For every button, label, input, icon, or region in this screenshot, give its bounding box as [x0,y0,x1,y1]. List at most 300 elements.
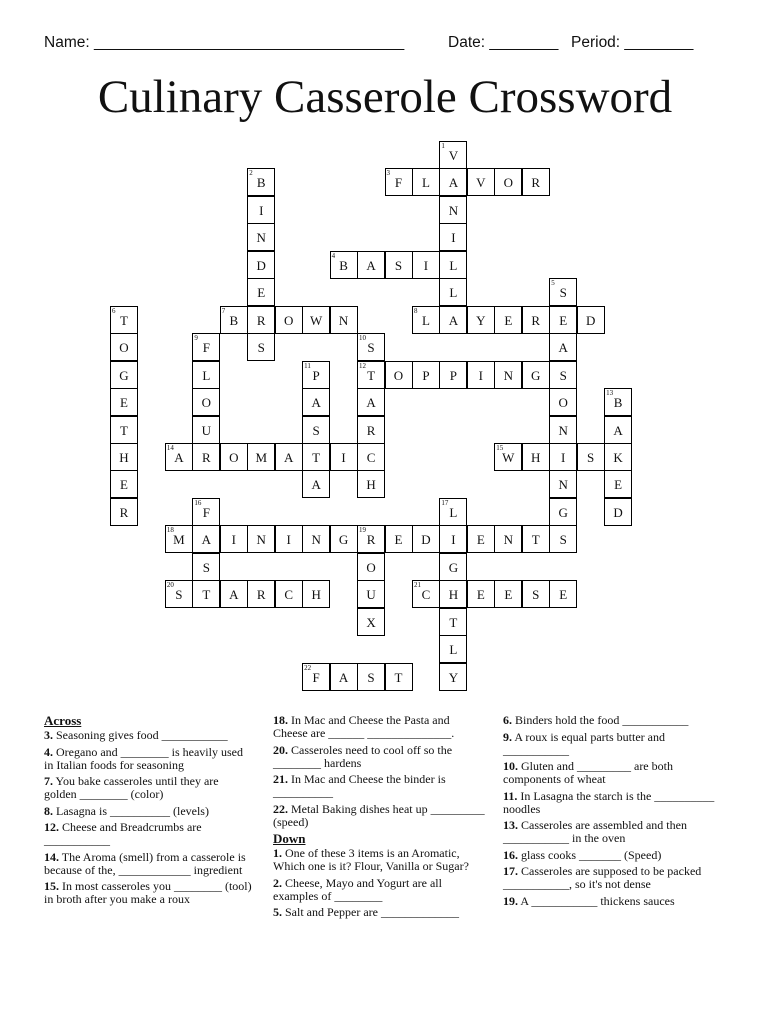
cell-letter: T [120,312,128,328]
crossword-cell[interactable] [604,470,632,498]
crossword-cell[interactable] [494,580,522,608]
crossword-cell[interactable] [549,278,577,306]
crossword-cell[interactable] [494,361,522,389]
crossword-cell[interactable] [385,361,413,389]
crossword-cell[interactable] [247,278,275,306]
cell-letter: E [476,532,485,548]
crossword-cell[interactable] [494,306,522,334]
clue-item [503,790,718,816]
date-field-label[interactable]: Date: ________ [448,34,559,51]
cell-letter: K [613,449,623,465]
crossword-cell[interactable] [192,416,220,444]
clue-text: glass cooks _______ (Speed) [518,847,662,862]
cell-letter: E [120,395,128,411]
crossword-cell[interactable] [192,525,220,553]
cell-letter: S [394,257,403,273]
clue-text: Casseroles are assembled and then ___________ in the oven [503,818,687,845]
section-heading: Down [273,831,306,846]
clue-number: 20 [166,581,174,590]
clue-number: 10 [359,334,367,343]
crossword-cell[interactable] [330,525,358,553]
clue-number: 15 [496,443,504,452]
clue-number: 7. [44,774,53,788]
crossword-cell[interactable] [192,333,220,361]
clue-number: 10. [503,759,518,773]
crossword-cell[interactable] [604,416,632,444]
cell-letter: S [257,340,265,356]
cell-letter: A [366,395,376,411]
cell-letter: D [613,504,623,520]
crossword-cell[interactable] [522,525,550,553]
crossword-cell[interactable] [439,635,467,663]
cell-letter: E [559,587,568,603]
cell-letter: F [312,669,320,685]
cell-letter: R [256,587,266,603]
cell-letter: E [257,285,266,301]
cell-letter: O [119,340,129,356]
cell-letter: A [283,449,294,465]
clue-number: 13. [503,818,518,832]
clue-number: 18 [166,526,174,535]
cell-letter: A [229,587,239,603]
cell-letter: T [312,449,321,465]
crossword-cell[interactable] [604,443,632,471]
crossword-cell[interactable] [302,443,330,471]
crossword-cell[interactable] [549,388,577,416]
clue-number: 12 [359,361,367,370]
clue-item [503,849,718,862]
crossword-cell[interactable] [220,580,248,608]
clue-number: 1 [441,142,445,150]
crossword-cell[interactable] [439,553,467,581]
cell-letter: V [448,148,459,163]
crossword-cell[interactable] [165,580,193,608]
cell-letter: R [366,532,376,548]
cell-letter: O [283,312,294,328]
crossword-cell[interactable] [385,525,413,553]
clue-number: 21. [273,772,288,786]
crossword-cell[interactable] [439,196,467,224]
crossword-cell[interactable] [302,306,330,334]
crossword-cell[interactable] [467,525,495,553]
clue-number: 3. [44,728,53,742]
cell-letter: H [119,449,129,465]
crossword-cell[interactable] [330,663,358,691]
cell-letter: L [421,312,430,328]
crossword-cell[interactable] [522,168,550,196]
clue-text: Cheese, Mayo and Yogurt are all examples of ________ [273,875,442,903]
clue-number: 20. [273,742,288,757]
cell-letter: M [255,449,268,465]
clue-item [503,865,718,891]
clue-text: The Aroma (smell) from a casserole is because of the, ____________ ingredient [44,849,246,877]
crossword-cell[interactable] [439,278,467,306]
crossword-cell[interactable] [247,251,275,279]
crossword-cell[interactable] [247,223,275,251]
cell-letter: S [559,285,567,301]
crossword-cell[interactable] [549,580,577,608]
clue-number: 2. [273,875,282,890]
clue-number: 19 [359,526,367,535]
cell-letter: H [448,587,459,603]
crossword-cell[interactable] [494,168,522,196]
crossword-cell[interactable] [330,306,358,334]
cell-letter: C [284,587,294,603]
clue-number: 22. [273,801,288,816]
crossword-cell[interactable] [110,498,138,526]
crossword-cell[interactable] [549,470,577,498]
crossword-cell[interactable] [247,525,275,553]
cell-letter: D [421,532,431,548]
cell-letter: E [120,477,128,493]
cell-letter: A [201,532,212,548]
crossword-cell[interactable] [330,251,358,279]
crossword-cell[interactable] [522,361,550,389]
cell-letter: G [448,559,459,575]
crossword-cell[interactable] [192,388,220,416]
crossword-cell[interactable] [439,168,467,196]
crossword-cell[interactable] [247,443,275,471]
clue-item [503,760,718,786]
clue-text: In Mac and Cheese the Pasta and Cheese are ______ ______________. [273,713,455,740]
cell-letter: E [559,312,568,328]
cell-letter: C [421,587,431,603]
cell-letter: T [202,587,211,603]
clue-item [503,895,718,908]
clue-text: Casseroles need to cool off so the ________ hardens [273,742,453,770]
crossword-cell[interactable] [549,333,577,361]
crossword-cell[interactable] [439,361,467,389]
crossword-cell[interactable] [549,416,577,444]
crossword-cell[interactable] [439,141,467,169]
crossword-cell[interactable] [549,525,577,553]
cell-letter: W [502,449,515,465]
clue-text: One of these 3 items is an Aromatic, Which one is it? Flour, Vanilla or Sugar? [273,846,469,873]
cell-letter: N [558,477,568,493]
crossword-cell[interactable] [302,416,330,444]
crossword-cell[interactable] [220,525,248,553]
cell-letter: F [202,340,210,356]
crossword-cell[interactable] [192,553,220,581]
crossword-cell[interactable] [275,525,303,553]
crossword-cell[interactable] [357,333,385,361]
cell-letter: P [422,367,430,383]
cell-letter: L [449,642,458,658]
crossword-cell[interactable] [302,663,330,691]
clue-item [273,773,485,799]
crossword-cell[interactable] [247,306,275,334]
cell-letter: O [201,395,212,411]
crossword-cell[interactable] [412,251,440,279]
cell-letter: I [451,230,456,246]
cell-letter: B [229,312,239,328]
crossword-cell[interactable] [357,470,385,498]
clue-number: 9. [503,729,512,744]
cell-letter: A [311,477,321,493]
crossword-cell[interactable] [577,306,605,334]
cell-letter: A [174,449,184,465]
crossword-cell[interactable] [439,306,467,334]
crossword-cell[interactable] [385,663,413,691]
period-field-label[interactable]: Period: ________ [571,34,694,51]
clue-number: 14 [166,443,174,452]
crossword-cell[interactable] [192,498,220,526]
crossword-cell[interactable] [302,580,330,608]
clue-item [273,906,485,919]
clue-number: 15. [44,879,59,893]
cell-letter: I [478,367,484,383]
cell-letter: O [229,449,239,465]
crossword-cell[interactable] [302,525,330,553]
crossword-cell[interactable] [467,168,495,196]
crossword-cell[interactable] [549,306,577,334]
crossword-cell[interactable] [604,388,632,416]
cell-letter: H [531,449,541,465]
cell-letter: T [367,367,376,383]
crossword-cell[interactable] [275,443,303,471]
crossword-cell[interactable] [385,251,413,279]
crossword-cell[interactable] [522,306,550,334]
crossword-cell[interactable] [357,388,385,416]
cell-letter: I [286,532,291,548]
crossword-cell[interactable] [577,443,605,471]
crossword-cell[interactable] [192,361,220,389]
crossword-cell[interactable] [549,361,577,389]
crossword-cell[interactable] [357,251,385,279]
cell-letter: G [558,504,568,520]
cell-letter: N [558,422,568,438]
clue-column-3 [503,714,718,911]
cell-letter: H [311,587,321,603]
clue-number: 8 [413,306,418,315]
cell-letter: O [366,559,376,575]
clue-number: 5. [273,905,282,919]
crossword-cell[interactable] [604,498,632,526]
cell-letter: R [366,422,376,438]
crossword-cell[interactable] [330,443,358,471]
cell-letter: F [202,504,210,520]
cell-letter: S [175,587,183,603]
crossword-cell[interactable] [412,168,440,196]
crossword-cell[interactable] [467,306,495,334]
cell-letter: V [476,175,486,191]
crossword-cell[interactable] [275,580,303,608]
crossword-cell[interactable] [357,525,385,553]
clue-text: Gluten and _________ are both components of wheat [503,759,673,786]
crossword-cell[interactable] [439,498,467,526]
clue-number: 14. [44,849,59,864]
crossword-cell[interactable] [357,443,385,471]
crossword-cell[interactable] [220,443,248,471]
clue-number: 4 [331,251,336,260]
cell-letter: L [449,285,458,301]
crossword-cell[interactable] [357,361,385,389]
cell-letter: E [504,587,513,603]
crossword-cell[interactable] [439,580,467,608]
clue-item [273,803,485,829]
clue-item [503,731,718,757]
crossword-cell[interactable] [522,580,550,608]
crossword-cell[interactable] [522,443,550,471]
crossword-cell[interactable] [412,580,440,608]
cell-letter: R [256,312,266,328]
clue-text: In Mac and Cheese the binder is __________ [273,772,446,799]
clue-column-2 [273,714,485,923]
cell-letter: A [558,340,568,356]
clue-number: 5 [551,279,555,288]
crossword-cell[interactable] [494,525,522,553]
crossword-cell[interactable] [412,361,440,389]
crossword-cell[interactable] [439,251,467,279]
cell-letter: S [559,532,567,548]
cell-letter: I [423,257,429,273]
clue-number: 18. [273,713,288,727]
clue-number: 11 [304,361,311,370]
clue-number: 22 [304,663,312,672]
crossword-cell[interactable] [302,361,330,389]
crossword-cell[interactable] [494,443,522,471]
crossword-cell[interactable] [357,580,385,608]
crossword-cell[interactable] [302,388,330,416]
cell-letter: T [531,532,540,548]
cell-letter: L [449,504,458,520]
cell-letter: I [231,532,236,548]
cell-letter: E [504,312,513,328]
clue-number: 1. [273,846,282,860]
cell-letter: A [448,175,459,191]
crossword-cell[interactable] [110,443,138,471]
crossword-cell[interactable] [357,663,385,691]
cell-letter: R [119,504,129,520]
clue-text: In Lasagna the starch is the __________ noodles [503,788,715,816]
crossword-cell[interactable] [247,333,275,361]
crossword-cell[interactable] [110,333,138,361]
cell-letter: M [173,532,185,548]
crossword-cell[interactable] [302,470,330,498]
name-field-label[interactable]: Name: ____________________________________ [44,34,405,51]
crossword-cell[interactable] [165,525,193,553]
crossword-cell[interactable] [110,416,138,444]
cell-letter: S [202,559,210,575]
crossword-cell[interactable] [220,306,248,334]
cell-letter: I [259,202,264,218]
cell-letter: P [449,367,457,383]
clue-number: 16. [503,847,518,862]
cell-letter: I [451,532,456,548]
cell-letter: Y [476,312,486,328]
clue-item [503,819,718,845]
crossword-cell[interactable] [439,663,467,691]
clue-text: Oregano and ________ is heavily used in Italian foods for seasoning [44,744,243,772]
cell-letter: O [558,395,568,411]
clue-text: Cheese and Breadcrumbs are ___________ [44,820,202,847]
crossword-cell[interactable] [110,388,138,416]
clue-number: 3 [386,169,390,178]
clue-number: 7 [221,306,226,315]
clue-number: 17 [441,498,449,507]
clue-item [44,851,254,877]
cell-letter: D [256,257,266,273]
crossword-cell[interactable] [357,553,385,581]
crossword-cell[interactable] [165,443,193,471]
cell-letter: B [256,175,266,191]
crossword-cell[interactable] [192,580,220,608]
crossword-cell[interactable] [192,443,220,471]
clue-item [44,775,254,801]
crossword-cell[interactable] [110,306,138,334]
clue-number: 19. [503,893,518,908]
clue-item [503,714,718,727]
cell-letter: R [531,175,541,191]
cell-letter: I [561,449,566,465]
clue-item [273,714,485,740]
cell-letter: A [366,257,376,273]
crossword-cell[interactable] [385,168,413,196]
cell-letter: T [120,422,128,438]
clue-number: 9 [194,334,198,343]
crossword-cell[interactable] [439,525,467,553]
cell-letter: C [366,449,376,465]
cell-letter: E [394,532,403,548]
crossword-cell[interactable] [549,498,577,526]
cell-letter: Y [448,669,459,685]
clue-item [273,847,485,873]
crossword-cell[interactable] [247,196,275,224]
clue-number: 16 [194,498,202,507]
clue-text: Salt and Pepper are _____________ [282,905,459,919]
clue-item [273,877,485,903]
clue-text: A roux is equal parts butter and ___________ [503,729,665,757]
crossword-cell[interactable] [467,580,495,608]
clue-number: 13 [606,389,614,398]
crossword-cell[interactable] [439,608,467,636]
crossword-cell[interactable] [110,361,138,389]
cell-letter: A [448,312,459,328]
cell-letter: N [256,230,266,246]
crossword-cell[interactable] [412,525,440,553]
crossword-cell[interactable] [110,470,138,498]
crossword-cell[interactable] [412,306,440,334]
crossword-cell[interactable] [467,361,495,389]
cell-letter: W [310,312,323,328]
page-title: Culinary Casserole Crossword [97,71,673,123]
clue-number: 21 [413,581,421,590]
crossword-cell[interactable] [247,580,275,608]
crossword-cell[interactable] [275,306,303,334]
cell-letter: N [311,532,321,548]
cell-letter: L [202,367,211,383]
cell-letter: E [476,587,485,603]
clue-number: 17. [503,864,518,878]
cell-letter: E [614,477,623,493]
cell-letter: N [338,312,349,328]
clue-number: 4. [44,744,53,759]
crossword-cell[interactable] [439,223,467,251]
header [44,34,694,52]
crossword-cell[interactable] [357,608,385,636]
clue-text: In most casseroles you ________ (tool) in broth after you make a roux [44,879,252,906]
crossword-cell[interactable] [247,168,275,196]
clue-number: 8. [44,803,53,818]
clue-number: 11. [503,788,518,803]
crossword-cell[interactable] [549,443,577,471]
clue-number: 2 [249,169,253,178]
crossword-cell[interactable] [357,416,385,444]
cell-letter: F [394,175,403,191]
clue-item [44,821,254,847]
cell-letter: N [256,532,266,548]
cell-letter: R [202,449,211,465]
